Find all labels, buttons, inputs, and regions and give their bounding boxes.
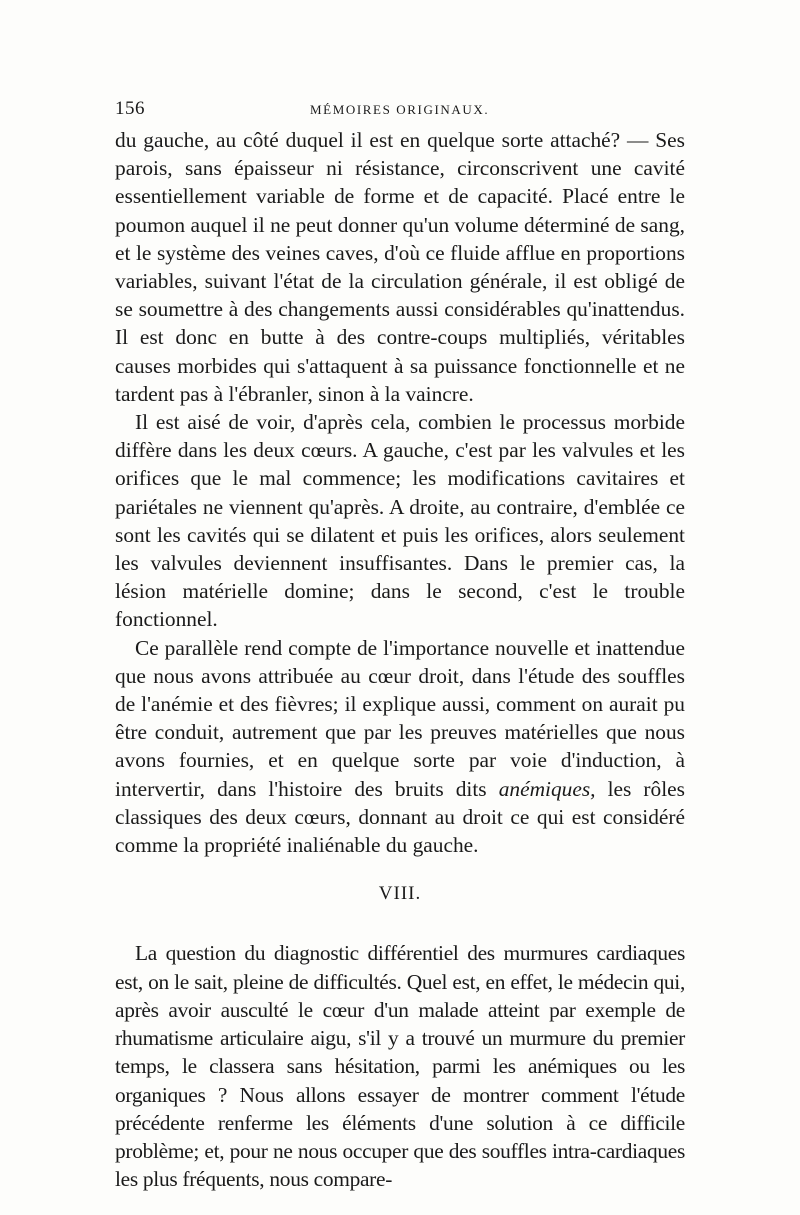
paragraph-2: Il est aisé de voir, d'après cela, combien le processus morbide diffère dans les deux cœurs. A gauche, c'est par les valvules et les orifices que le mal commence; les modifications cavitaires et pariétales ne viennent qu'après. A droite, au contraire, d'emblée ce sont les cavités qui se dilatent et puis les orifices, alors seulement les valvules deviennent insuffisantes. Dans le premier cas, la lésion matérielle domine; dans le second, c'est le trouble fonctionnel. bbox=[115, 410, 685, 632]
body-text bbox=[115, 126, 685, 1193]
running-head: MÉMOIRES ORIGINAUX. bbox=[310, 102, 490, 117]
paragraph-3-part-1: Ce parallèle rend compte de l'importance nouvelle et inattendue que nous avons attribuée au cœur droit, dans l'étude des souffles de l'anémie et des fièvres; il explique aussi, comment on aurait pu être conduit, autrement que par les preuves matérielles que nous avons fournies, et en quelque sorte par voie d'induction, à intervertir, dans l'histoire des bruits dits bbox=[115, 635, 685, 801]
page-number: 156 bbox=[115, 98, 145, 119]
page-header bbox=[115, 98, 685, 122]
paragraph-3-italic: anémiques, bbox=[498, 776, 596, 801]
paragraph-3 bbox=[115, 634, 685, 860]
paragraph-3-part-2: les rôles classiques des deux cœurs, donnant au droit ce qui est considéré comme la propriété inaliénable du gauche. bbox=[115, 776, 685, 858]
section-paragraph: La question du diagnostic différentiel des murmures cardiaques est, on le sait, pleine de difficultés. Quel est, en effet, le médecin qui, après avoir ausculté le cœur d'un malade atteint par exemple de rhumatisme articulaire aigu, s'il y a trouvé un murmure du premier temps, le classera sans hésitation, parmi les anémiques ou les organiques ? Nous allons essayer de montrer comment l'étude précédente renferme les éléments d'une solution à ce difficile problème; et, pour ne nous occuper que des souffles intra-cardiaques les plus fréquents, nous compare- bbox=[115, 941, 685, 1192]
section-heading: VIII. bbox=[378, 883, 422, 905]
paragraph-1: du gauche, au côté duquel il est en quelque sorte attaché? — Ses parois, sans épaisseur ni résistance, circonscrivent une cavité essentiellement variable de forme et de capacité. Placé entre le poumon auquel il ne peut donner qu'un volume déterminé de sang, et le système des veines caves, d'où ce fluide afflue en proportions variables, suivant l'état de la circulation générale, il est obligé de se soumettre à des changements aussi considérables qu'inattendus. Il est donc en butte à des contre-coups multipliés, véritables causes morbides qui s'attaquent à sa puissance fonctionnelle et ne tardent pas à l'ébranler, sinon à la vaincre. bbox=[115, 128, 685, 406]
